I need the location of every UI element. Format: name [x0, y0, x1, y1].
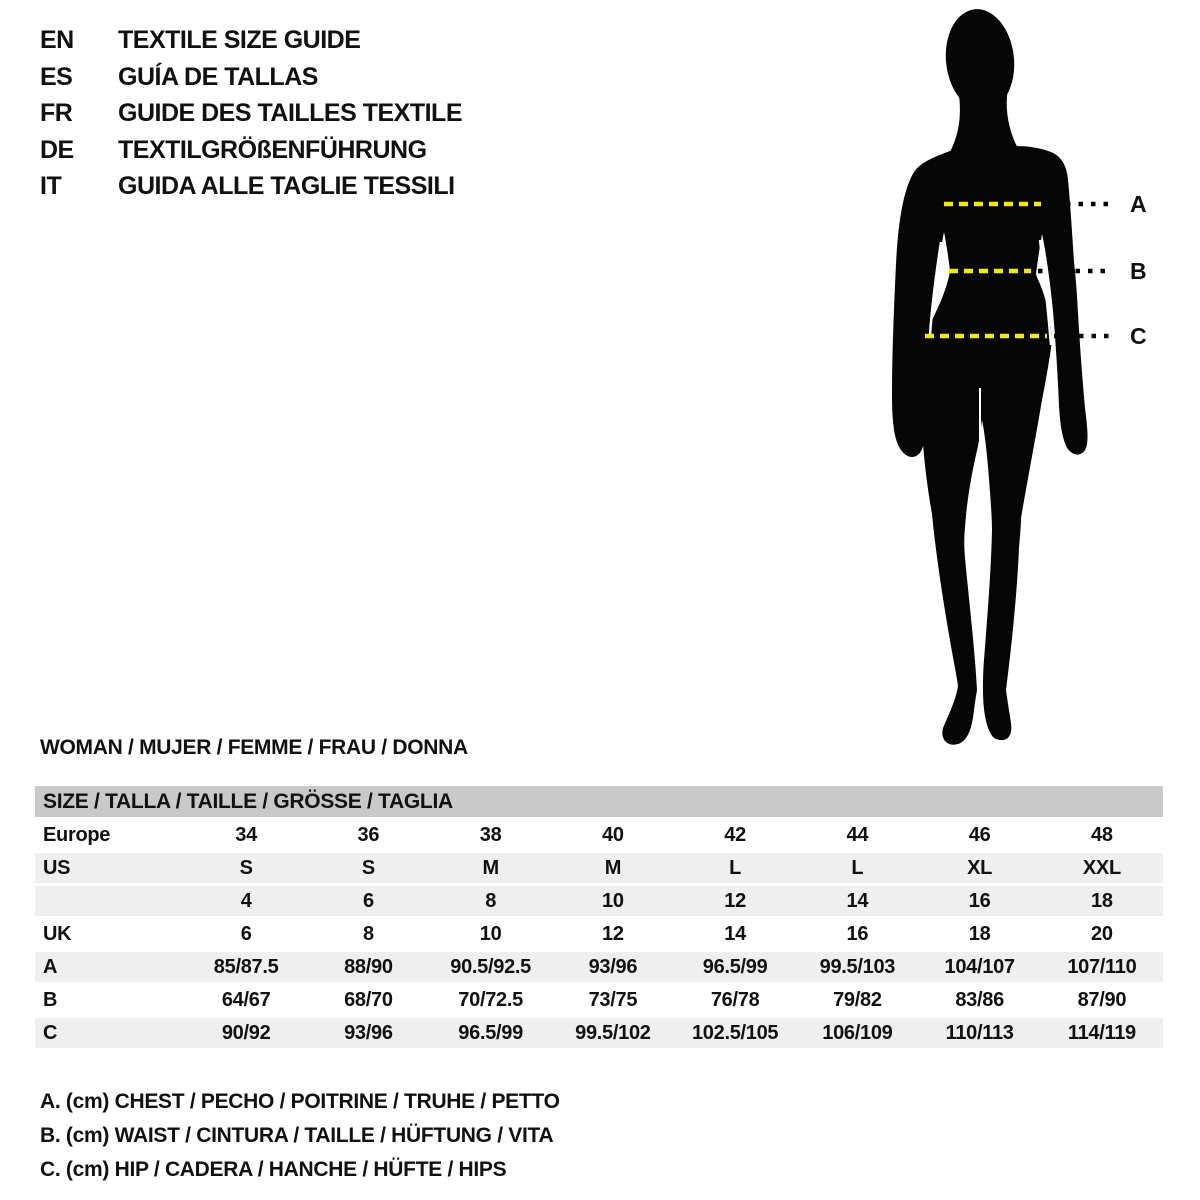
table-row	[35, 985, 1163, 1015]
silhouette-neck	[950, 84, 1020, 152]
size-cell: 16	[968, 890, 991, 912]
marker-label-c: C	[1130, 323, 1147, 349]
marker-label-b: B	[1130, 258, 1147, 284]
size-cell: XXL	[1082, 857, 1121, 879]
language-code: DE	[40, 135, 74, 164]
language-title: GUIDE DES TAILLES TEXTILE	[118, 99, 463, 127]
language-code: IT	[40, 172, 62, 200]
size-table	[35, 786, 1163, 1051]
size-cell: 34	[235, 824, 257, 846]
silhouette-leg-crease	[979, 388, 981, 446]
language-title: TEXTILGRÖßENFÜHRUNG	[118, 135, 427, 164]
table-row	[35, 886, 1163, 916]
size-cell: 96.5/99	[702, 956, 768, 978]
size-cell: 88/90	[344, 956, 393, 978]
size-cell: 93/96	[344, 1022, 393, 1044]
language-list	[40, 22, 462, 205]
size-cell: 76/78	[710, 989, 760, 1011]
language-row-it	[40, 168, 462, 205]
size-cell: 18	[1091, 890, 1113, 912]
language-row-en	[40, 22, 462, 59]
size-cell: 110/113	[945, 1022, 1014, 1044]
woman-silhouette-figure	[880, 0, 1200, 760]
row-label: UK	[43, 923, 72, 945]
row-label: US	[43, 857, 71, 879]
row-label: B	[43, 989, 58, 1011]
size-cell: XL	[967, 857, 993, 879]
size-cell: 16	[846, 923, 869, 945]
size-cell: 99.5/102	[575, 1022, 651, 1044]
language-code: ES	[40, 62, 73, 91]
size-cell: 44	[846, 824, 869, 846]
gender-section-title: WOMAN / MUJER / FEMME / FRAU / DONNA	[40, 736, 468, 759]
size-cell: 114/119	[1067, 1022, 1136, 1044]
size-cell: 104/107	[944, 956, 1015, 978]
legend-item: A. (cm) CHEST / PECHO / POITRINE / TRUHE / PETTO	[40, 1090, 560, 1113]
table-row	[35, 1018, 1163, 1048]
row-label: Europe	[43, 824, 111, 846]
size-cell: 14	[724, 923, 746, 945]
row-label	[35, 886, 185, 916]
size-cell: 64/67	[221, 989, 271, 1011]
language-code: EN	[40, 26, 74, 54]
table-row	[35, 853, 1163, 883]
row-label: A	[43, 956, 58, 978]
language-title: TEXTILE SIZE GUIDE	[118, 26, 361, 54]
size-cell: 68/70	[344, 989, 393, 1011]
table-row	[35, 919, 1163, 949]
silhouette-body	[892, 146, 1088, 745]
size-cell: 70/72.5	[458, 989, 523, 1011]
language-title: GUIDA ALLE TAGLIE TESSILI	[118, 172, 455, 200]
language-code: FR	[40, 99, 73, 127]
size-cell: L	[729, 857, 742, 879]
marker-label-a: A	[1130, 191, 1147, 217]
size-cell: 18	[968, 923, 991, 945]
size-cell: M	[482, 857, 499, 879]
size-cell: 10	[479, 923, 502, 945]
size-cell: 12	[602, 923, 624, 945]
table-row	[35, 820, 1163, 850]
language-row-fr	[40, 95, 462, 132]
size-cell: 87/90	[1077, 989, 1127, 1011]
size-cell: 90.5/92.5	[450, 956, 531, 978]
size-cell: S	[239, 857, 253, 879]
size-cell: 8	[485, 890, 497, 912]
size-cell: 99.5/103	[819, 956, 896, 978]
size-cell: 6	[240, 923, 252, 945]
size-cell: 10	[602, 890, 624, 912]
size-cell: 12	[724, 890, 746, 912]
legend-item: C. (cm) HIP / CADERA / HANCHE / HÜFTE / HIPS	[40, 1158, 507, 1181]
size-cell: S	[361, 857, 375, 879]
size-cell: 79/82	[833, 989, 882, 1011]
row-label: C	[43, 1022, 58, 1044]
size-cell: 106/109	[822, 1022, 893, 1044]
size-cell: 20	[1091, 923, 1113, 945]
size-cell: M	[604, 857, 622, 879]
size-cell: L	[851, 857, 864, 879]
size-cell: 90/92	[221, 1022, 271, 1044]
size-cell: 42	[724, 824, 746, 846]
size-table-header: SIZE / TALLA / TAILLE / GRÖSSE / TAGLIA	[35, 786, 1163, 817]
language-row-es	[40, 59, 462, 96]
table-row	[35, 952, 1163, 982]
size-cell: 14	[846, 890, 869, 912]
size-cell: 40	[602, 824, 624, 846]
measurement-legend	[40, 1085, 560, 1187]
legend-item: B. (cm) WAIST / CINTURA / TAILLE / HÜFTUNG / VITA	[40, 1124, 554, 1147]
size-cell: 85/87.5	[213, 956, 279, 978]
size-cell: 4	[240, 890, 252, 912]
language-row-de	[40, 132, 462, 169]
size-cell: 96.5/99	[458, 1022, 523, 1044]
size-cell: 83/86	[955, 989, 1004, 1011]
size-cell: 102.5/105	[691, 1022, 779, 1044]
size-cell: 73/75	[588, 989, 638, 1011]
size-cell: 36	[357, 824, 380, 846]
size-cell: 93/96	[588, 956, 638, 978]
size-cell: 107/110	[1067, 956, 1137, 978]
size-cell: 6	[362, 890, 374, 912]
language-title: GUÍA DE TALLAS	[118, 62, 318, 91]
size-cell: 46	[968, 824, 991, 846]
size-cell: 48	[1091, 824, 1113, 846]
size-cell: 8	[362, 923, 374, 945]
size-table-body	[35, 820, 1163, 1048]
size-cell: 38	[479, 824, 502, 846]
